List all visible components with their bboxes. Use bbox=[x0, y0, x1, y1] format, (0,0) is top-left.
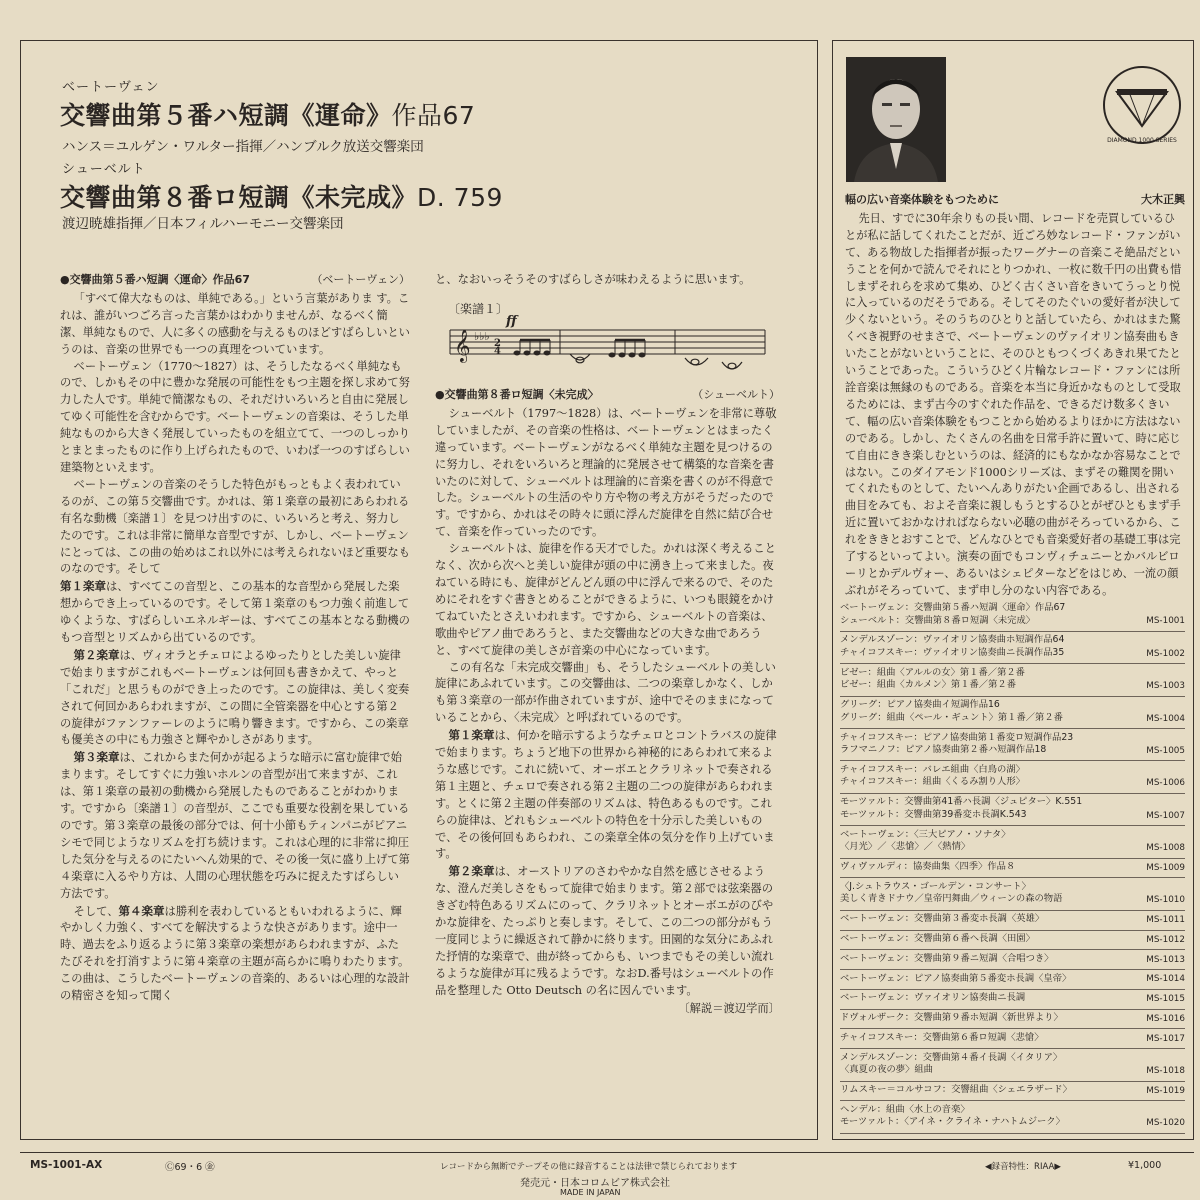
catalog-work-title: チャイコフスキー：ヴァイオリン協奏曲ニ長調作品35 bbox=[840, 646, 1065, 658]
catalog-item bbox=[840, 881, 1185, 911]
catalog-item bbox=[840, 992, 1185, 1009]
paragraph: ベートーヴェンの音楽のそうした特色がもっともよく表われているのが、この第５交響曲です。かれは、第１楽章の最初にあらわれる有名な動機〔楽譜１〕を見つけ出すのに、いろいろと考え、努力したのです。これは非常に簡単な音型ですが、しかし、ベートーヴェンにとっては、この曲の始めはこれ以外には考えられないほど重要なものなのです。そして bbox=[60, 477, 410, 576]
price: ¥1,000 bbox=[1128, 1160, 1162, 1171]
catalog-work-title: ドヴォルザーク：交響曲第９番ホ短調〈新世界より〉 bbox=[840, 1012, 1063, 1024]
svg-text:♭♭♭: ♭♭♭ bbox=[474, 330, 490, 343]
catalog-work-title: ベートーヴェン：交響曲第３番変ホ長調〈英雄〉 bbox=[840, 913, 1045, 925]
catalog-number-label: MS-1010 bbox=[1146, 895, 1185, 906]
catalog-number-label: MS-1004 bbox=[1146, 713, 1185, 724]
essay-text: 先日、すでに30年余りもの長い間、レコードを売買しているひとが私に話してくれたことだが、近ごろ妙なレコード・ファンがいて、ある物故した指揮者が振ったワーグナーの音楽こそ絶品だということを何かで読んでそれにとりつかれ、一枚に数千円の出費も惜しまずそれらを求めて集め、ひどく古くさい音をきいてうっとり悦に入っているのだそうである。そしてそのたぐいの愛好者が決して少くないという。そのうちのひとりと話していたら、かれはまた驚くべき視野のせまさで、ベートーヴェンのヴァイオリン協奏曲もきいたことがないということに、そのひともつくづくあきれ果てたということであった。こういうひどく片輪なレコード・ファンには所詮音楽は無縁のものである。音楽を本当に身近かなものとして受取るためには、まず古今のすぐれた作品を、できるだけ数多くきいて、幅の広い音楽体験をもつことから始めるよりほかに方法はないのである。しかし、たくさんの名曲を日常手許に置いて、時に応じて自由にきき楽しむというのは、経済的にもなかなか容易なことではない。このダイアモンド1000シリーズは、まずその難関を開いてくれたものとして、たいへんありがたい企画であるし、出される曲目をみても、およそ音楽に親しもうとするひとがぜひともまず手近に置いておかなければならない必聴の曲がそろっているから、これをききとおすことで、どんなひとでも音楽愛好者の基礎工事は完了するといってよい。演奏の面でもコンヴィチュニーとかバルビローリとかデルヴォー、あるいはシェピターなどをはじめ、一流の顔ぶれがそろっていて、まず申し分のない内容である。 bbox=[845, 211, 1182, 597]
catalog-number-label: MS-1019 bbox=[1146, 1085, 1185, 1096]
series-catalog-list bbox=[840, 602, 1185, 1136]
composer1-name: ベートーヴェン bbox=[62, 80, 160, 95]
copyright-notice: レコードから無断でテープその他に録音することは法律で禁じられております bbox=[440, 1162, 738, 1172]
catalog-work-title: ベートーヴェン：〈三大ピアノ・ソナタ〉 bbox=[840, 828, 1011, 840]
paragraph: 第２楽章は、オーストリアのさわやかな自然を感じさせるような、澄んだ美しさをもって旋律で始まります。第２部では弦楽器のきざむ特色あるリズムにのって、クラリネットとオーボエがのびやかな旋律を、たっぷりと奏します。そして、この二つの部分がもう一度同じように繰返されて静かに終ります。田園的な気分にあふれた抒情的な楽章で、曲が終ってからも、いつまでもその美しい流れるような旋律が耳に残るようです。なおD.番号はシューベルトの作品を整理した Otto Deutsch の名に因んでいます。 bbox=[435, 864, 774, 997]
catalog-number-label: MS-1001 bbox=[1146, 616, 1185, 627]
essay-author: 大木正興 bbox=[1141, 193, 1185, 206]
catalog-work-title: ヘンデル：組曲〈水上の音楽〉 bbox=[840, 1103, 970, 1115]
footer-rule bbox=[20, 1152, 1194, 1153]
notes-left-column bbox=[60, 272, 410, 1132]
catalog-number-label: MS-1009 bbox=[1146, 862, 1185, 873]
paragraph: 「すべて偉大なものは、単純である。」という言葉がありま す。これは、誰がいつごろ言った言葉かはわかりませんが、なるべく簡潔、単純なもので、人に多くの感動を与えるものほどすばらしいというのは、音楽の世界でも一つの真理をついています。 bbox=[60, 291, 410, 356]
work1-opus: 作品67 bbox=[391, 101, 476, 130]
catalog-item bbox=[840, 1032, 1185, 1049]
catalog-work-title: 〈J.シュトラウス・ゴールデン・コンサート〉 bbox=[840, 880, 1031, 892]
catalog-item bbox=[840, 796, 1185, 826]
work1-performers: ハンス＝ユルゲン・ワルター指揮／ハンブルク放送交響楽団 bbox=[62, 139, 424, 155]
catalog-number-label: MS-1018 bbox=[1146, 1066, 1185, 1077]
catalog-item bbox=[840, 732, 1185, 762]
catalog-work-title: チャイコフスキー：交響曲第６番ロ短調〈悲愴〉 bbox=[840, 1031, 1044, 1043]
catalog-work-title: チャイコフスキー：ピアノ協奏曲第１番変ロ短調作品23 bbox=[840, 731, 1074, 743]
catalog-number-label: MS-1007 bbox=[1146, 810, 1185, 821]
side-essay bbox=[845, 192, 1185, 600]
catalog-work-title: グリーグ：ピアノ協奏曲イ短調作品16 bbox=[840, 699, 1000, 711]
catalog-item bbox=[840, 1104, 1185, 1134]
svg-text:𝄞: 𝄞 bbox=[454, 329, 471, 362]
catalog-number-label: MS-1013 bbox=[1146, 954, 1185, 965]
catalog-work-title: リムスキー＝コルサコフ：交響組曲〈シェエラザード〉 bbox=[840, 1084, 1072, 1095]
catalog-number-label: MS-1017 bbox=[1146, 1033, 1185, 1044]
catalog-number-label: MS-1002 bbox=[1146, 648, 1185, 659]
catalog-work-title: ビゼー：組曲〈アルルの女〉第１番／第２番 bbox=[840, 666, 1025, 678]
catalog-number-label: MS-1016 bbox=[1146, 1013, 1185, 1024]
catalog-item bbox=[840, 1084, 1185, 1101]
score-label: 〔楽譜１〕 bbox=[448, 302, 509, 316]
catalog-item bbox=[840, 699, 1185, 729]
catalog-item bbox=[840, 861, 1185, 878]
paragraph: 第１楽章は、すべてこの音型と、この基本的な音型から発展した楽想からでき上っているのです。そして第１楽章のもつ力強く前進してゆくような、すばらしいエネルギーは、すべてこの基本となる動機のもつ音型とリズムから出ているのです。 bbox=[60, 579, 410, 645]
catalog-work-title: シューベルト：交響曲第８番ロ短調〈未完成〉 bbox=[840, 614, 1036, 626]
catalog-work-title: ベートーヴェン：交響曲第９番ニ短調〈合唱つき〉 bbox=[840, 952, 1054, 964]
svg-text:ff: ff bbox=[506, 314, 517, 329]
catalog-item bbox=[840, 1012, 1185, 1029]
continuation-line: と、なおいっそうそのすばらしさが味わえるように思います。 bbox=[435, 273, 751, 286]
paragraph: シューベルトは、旋律を作る天才でした。かれは深く考えることなく、次から次へと美しい旋律が頭の中に湧き上って来ました。夜ねている時にも、旋律がどんどん頭の中に浮んで来るので、そのためにそれをすぐ書きとめることができるように、いつも眼鏡をかけてねていたとさえいわれます。ですから、シューベルトの音楽は、歌曲やピアノ曲であろうと、また交響曲などの大きな曲であろうと、すべて旋律の美しさが音楽の中心になっています。 bbox=[435, 542, 776, 657]
catalog-work-title: グリーグ：組曲〈ペール・ギュント〉第１番／第２番 bbox=[840, 711, 1063, 723]
catalog-work-title: チャイコフスキー：バレエ組曲〈白鳥の湖〉 bbox=[840, 763, 1025, 775]
catalog-work-title: モーツァルト：〈アイネ・クライネ・ナハトムジーク〉 bbox=[840, 1116, 1065, 1128]
paragraph: 第１楽章は、何かを暗示するようなチェロとコントラバスの旋律で始まります。ちょうど地下の世界から神秘的にあらわれて来るような感じです。これに続いて、オーボエとクラリネットで奏される第１主題と、チェロで奏される第２主題の二つの旋律があらわれます。とくに第２主題の伴奏部のリズムは、特色あるものです。これらの旋律は、どれもシューベルトの特色を十分示した美しいもので、その後何回もあらわれ、この楽章全体の気分を作り上げています。 bbox=[435, 728, 777, 861]
catalog-number-label: MS-1008 bbox=[1146, 843, 1185, 854]
svg-text:4: 4 bbox=[494, 346, 501, 357]
catalog-item bbox=[840, 1052, 1185, 1082]
paragraph: この有名な「未完成交響曲」も、そうしたシューベルトの美しい旋律にあふれています。この交響曲は、二つの楽章しかなく、しかも第３楽章の一部が作曲されていますが、途中でそのままになっていることから、〈未完成〉と呼ばれているのです。 bbox=[435, 660, 776, 725]
made-in: MADE IN JAPAN bbox=[560, 1188, 621, 1197]
svg-text:2: 2 bbox=[494, 338, 501, 349]
catalog-number-label: MS-1011 bbox=[1146, 914, 1185, 925]
catalog-item bbox=[840, 953, 1185, 970]
catalog-work-title: ベートーヴェン：ヴァイオリン協奏曲ニ長調 bbox=[840, 992, 1026, 1004]
catalog-number: MS-1001-AX bbox=[30, 1159, 103, 1171]
catalog-item bbox=[840, 634, 1185, 664]
catalog-work-title: モーツァルト：交響曲第39番変ホ長調K.543 bbox=[840, 808, 1027, 820]
catalog-item bbox=[840, 667, 1185, 697]
catalog-item bbox=[840, 764, 1185, 794]
catalog-work-title: チャイコフスキー：組曲〈くるみ割り人形〉 bbox=[840, 776, 1025, 788]
work2-title bbox=[60, 178, 503, 214]
catalog-work-title: ベートーヴェン：交響曲第５番ハ短調〈運命〉作品67 bbox=[840, 602, 1066, 613]
beethoven-section-heading: ●交響曲第５番ハ短調〈運命〉作品67 （ベートーヴェン） bbox=[60, 273, 410, 286]
catalog-item bbox=[840, 973, 1185, 990]
author-portrait-photo bbox=[846, 57, 946, 182]
catalog-work-title: 〈月光〉／〈悲愴〉／〈熱情〉 bbox=[840, 841, 971, 853]
catalog-item bbox=[840, 602, 1185, 632]
catalog-work-title: ベートーヴェン：交響曲第６番ヘ長調〈田園〉 bbox=[840, 932, 1035, 944]
catalog-number-label: MS-1006 bbox=[1146, 778, 1185, 789]
catalog-work-title: メンデルスゾーン：交響曲第４番イ長調〈イタリア〉 bbox=[840, 1051, 1063, 1063]
work2-opus: D. 759 bbox=[417, 183, 503, 212]
notes-right-column bbox=[435, 387, 780, 1132]
work1-title bbox=[60, 96, 475, 132]
paragraph: そして、第４楽章は勝利を表わしているともいわれるように、輝やかしく力強く、すべてを解決するような快さがあります。途中一時、過去をふり返るように第３楽章の楽想があらわれますが、ふたたびそれを打消すように第４楽章の主題が高らかに鳴りわたります。この曲は、こうしたベートーヴェンの音楽的、あるいは心理的な設計の精密さを知って聞く bbox=[60, 903, 410, 1003]
catalog-item bbox=[840, 913, 1185, 930]
catalog-work-title: メンデルスゾーン：ヴァイオリン協奏曲ホ短調作品64 bbox=[840, 634, 1065, 646]
music-score-example bbox=[440, 300, 770, 380]
catalog-item bbox=[840, 829, 1185, 859]
catalog-work-title: モーツァルト：交響曲第41番ハ長調〈ジュピター〉K.551 bbox=[840, 796, 1083, 808]
catalog-work-title: ベートーヴェン：ピアノ協奏曲第５番変ホ長調〈皇帝〉 bbox=[840, 972, 1072, 984]
work2-title-text: 交響曲第８番ロ短調《未完成》 bbox=[60, 183, 418, 212]
catalog-work-title: ヴィヴァルディ：協奏曲集〈四季〉作品８ bbox=[840, 861, 1016, 872]
date-mark: Ⓒ69・6 ㊎ bbox=[165, 1162, 215, 1173]
svg-text:DIAMOND 1000 SERIES: DIAMOND 1000 SERIES bbox=[1107, 137, 1177, 144]
work2-performers: 渡辺暁雄指揮／日本フィルハーモニー交響楽団 bbox=[62, 216, 344, 232]
catalog-work-title: ラフマニノフ：ピアノ協奏曲第２番ハ短調作品18 bbox=[840, 744, 1047, 756]
commentary-credit: 〔解説＝渡辺学而〕 bbox=[678, 1001, 780, 1015]
riaa-label: ◀録音特性：RIAA▶ bbox=[985, 1162, 1061, 1172]
catalog-number-label: MS-1012 bbox=[1146, 934, 1185, 945]
work1-title-text: 交響曲第５番ハ短調《運命》 bbox=[60, 101, 392, 130]
paragraph: 第３楽章は、これからまた何かが起るような暗示に富む旋律で始まります。そしてすぐに力強いホルンの音型が出て来ますが、これは、第１楽章の最初の動機から発展したものであることがわかります。ですから〔楽譜１〕の音型が、ここでも重要な役割を果しているのです。第３楽章の最後の部分では、何十小節もティンパニがピアニシモで同じようなリズムを打ち続けます。これは心理的に非常に抑圧した気分を与えるのにたいへん効果的で、その後一気に盛り上げて第４楽章に入るやり方は、人間の心理状態を巧みに捉えたすばらしい方法です。 bbox=[60, 750, 410, 900]
catalog-number-label: MS-1014 bbox=[1146, 974, 1185, 985]
catalog-number-label: MS-1015 bbox=[1146, 994, 1185, 1005]
catalog-item bbox=[840, 933, 1185, 950]
paragraph: ベートーヴェン（1770〜1827）は、そうしたなるべく単純なもので、しかもその中に豊かな発展の可能性をもつ主題を探し求めて努力した人です。単純で簡潔なもの、それだけいろいろと自由に発展してゆく可能性を含むからです。ベートーヴェンの音楽は、そうした単純なものから大きく発展していったものを組立てて、一つのしっかりとまとまったものに作り上げられたもので、いわば一つのすばらしい建築物といえます。 bbox=[60, 359, 410, 474]
diamond-series-logo bbox=[1095, 60, 1190, 150]
catalog-work-title: ビゼー：組曲〈カルメン〉第１番／第２番 bbox=[840, 679, 1016, 691]
catalog-number-label: MS-1020 bbox=[1146, 1118, 1185, 1129]
catalog-number-label: MS-1003 bbox=[1146, 681, 1185, 692]
publisher: 発売元・日本コロムビア株式会社 bbox=[520, 1178, 670, 1189]
catalog-number-label: MS-1005 bbox=[1146, 745, 1185, 756]
essay-heading: 幅の広い音楽体験をもつために 大木正興 bbox=[845, 192, 1185, 209]
catalog-work-title: 〈真夏の夜の夢〉組曲 bbox=[840, 1064, 933, 1076]
composer2-name: シューベルト bbox=[62, 162, 146, 177]
schubert-section-heading: ●交響曲第８番ロ短調〈未完成〉 （シューベルト） bbox=[435, 388, 780, 401]
catalog-work-title: 美しく青きドナウ／皇帝円舞曲／ウィーンの森の物語 bbox=[840, 893, 1063, 905]
paragraph: 第２楽章は、ヴィオラとチェロによるゆったりとした美しい旋律で始まりますがこれもベートーヴェンは何回も書きかえて、やっと「これだ」と思うものができ上ったのです。この旋律は、美しく変奏されて何回かあらわれますが、この間に全管楽器を中心とする第２の旋律がファンファーレのように鳴り響きます。ですから、この楽章も優美さの中にも力強さと輝やかしさがあります。 bbox=[60, 647, 410, 747]
paragraph: シューベルト（1797〜1828）は、ベートーヴェンを非常に尊敬していましたが、その音楽の性格は、ベートーヴェンとはまったく違っています。ベートーヴェンがなるべく単純な主題を見つけるのに努力し、それをいろいろと理論的に発展させて構築的な音楽を書いたのに対して、シューベルトは理論的に音楽を書くのが不得意でした。シューベルトの生活のやり方や物の考え方がそうだったのです。ですから、かれはその時々に頭に浮んだ旋律を自然に結び合せて、音楽を作っていったのです。 bbox=[435, 406, 777, 539]
